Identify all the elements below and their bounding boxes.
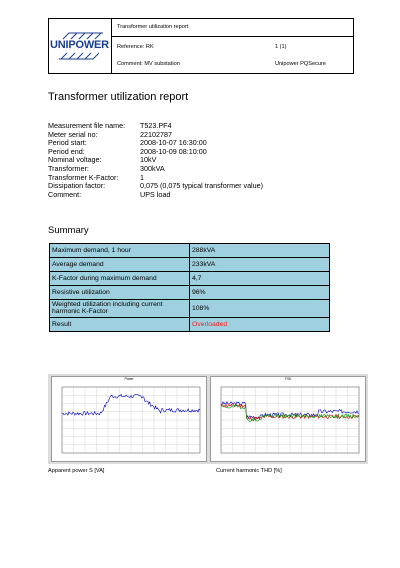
power-plot [52,377,206,461]
header-page-number: 1 (1) [275,44,287,50]
info-value: 0,075 (0,075 typical transformer value) [140,181,264,191]
table-row [50,300,330,318]
table-row [50,286,330,300]
info-label: Nominal voltage: [48,155,102,165]
unipower-logo [49,19,112,73]
info-value: T523.PF4 [140,121,172,130]
info-label: Transformer K-Factor: [48,172,119,182]
info-row [48,191,263,200]
charts-area [48,374,368,464]
chart-title: Power [124,377,134,381]
logo-bottom-stripes-icon [57,52,105,60]
report-header [48,18,354,74]
info-label: Measurement file name: [48,121,126,130]
info-value: 2008-10-09 08:10:00 [140,146,207,156]
summary-label: Average demand [50,258,190,272]
summary-value: 108% [190,300,330,318]
table-row [50,272,330,286]
summary-label: Weighted utilization including current harmonic K-Factor [50,300,190,318]
header-title-row [111,19,353,37]
info-value: UPS load [140,189,171,199]
logo-wordmark: UNIPOWER [50,39,109,51]
summary-result-value: Overloaded [190,317,330,331]
summary-heading: Summary [48,225,89,236]
table-row [50,244,330,258]
info-value: 300kVA [140,163,165,173]
summary-value: 288kVA [190,244,330,258]
summary-table [49,243,330,332]
summary-label: Result [50,317,190,331]
power-caption: Apparent power S [VA] [48,468,105,474]
table-row [50,317,330,331]
power-chart [51,376,207,462]
info-label: Comment: [48,189,82,199]
info-value: 2008-10-07 16:30:00 [140,138,207,148]
page-title: Transformer utilization report [48,91,189,103]
summary-value: 233kVA [190,258,330,272]
summary-label: Maximum demand, 1 hour [50,244,190,258]
thd-chart [210,376,366,462]
info-label: Period start: [48,138,87,148]
summary-label: Resistive utilization [50,286,190,300]
summary-value: 96% [190,286,330,300]
info-value: 1 [140,172,144,182]
summary-label: K-Factor during maximum demand [50,272,190,286]
info-label: Period end: [48,146,85,156]
thd-caption: Current harmonic THD [%] [216,468,282,474]
header-reference: Reference: RK [117,44,154,50]
header-report-title: Transformer utilization report [117,24,189,30]
info-label: Dissipation factor: [48,181,106,191]
measurement-info [48,122,263,199]
info-value: 22102787 [140,129,172,139]
thd-plot [211,377,365,461]
summary-value: 4,7 [190,272,330,286]
table-row [50,258,330,272]
chart-title: THD [284,377,292,381]
header-product: Unipower PQSecure [275,61,326,67]
info-label: Meter serial no: [48,129,98,139]
info-value: 10kV [140,155,157,165]
header-comment: Comment: MV substation [117,61,180,67]
info-label: Transformer: [48,163,89,173]
